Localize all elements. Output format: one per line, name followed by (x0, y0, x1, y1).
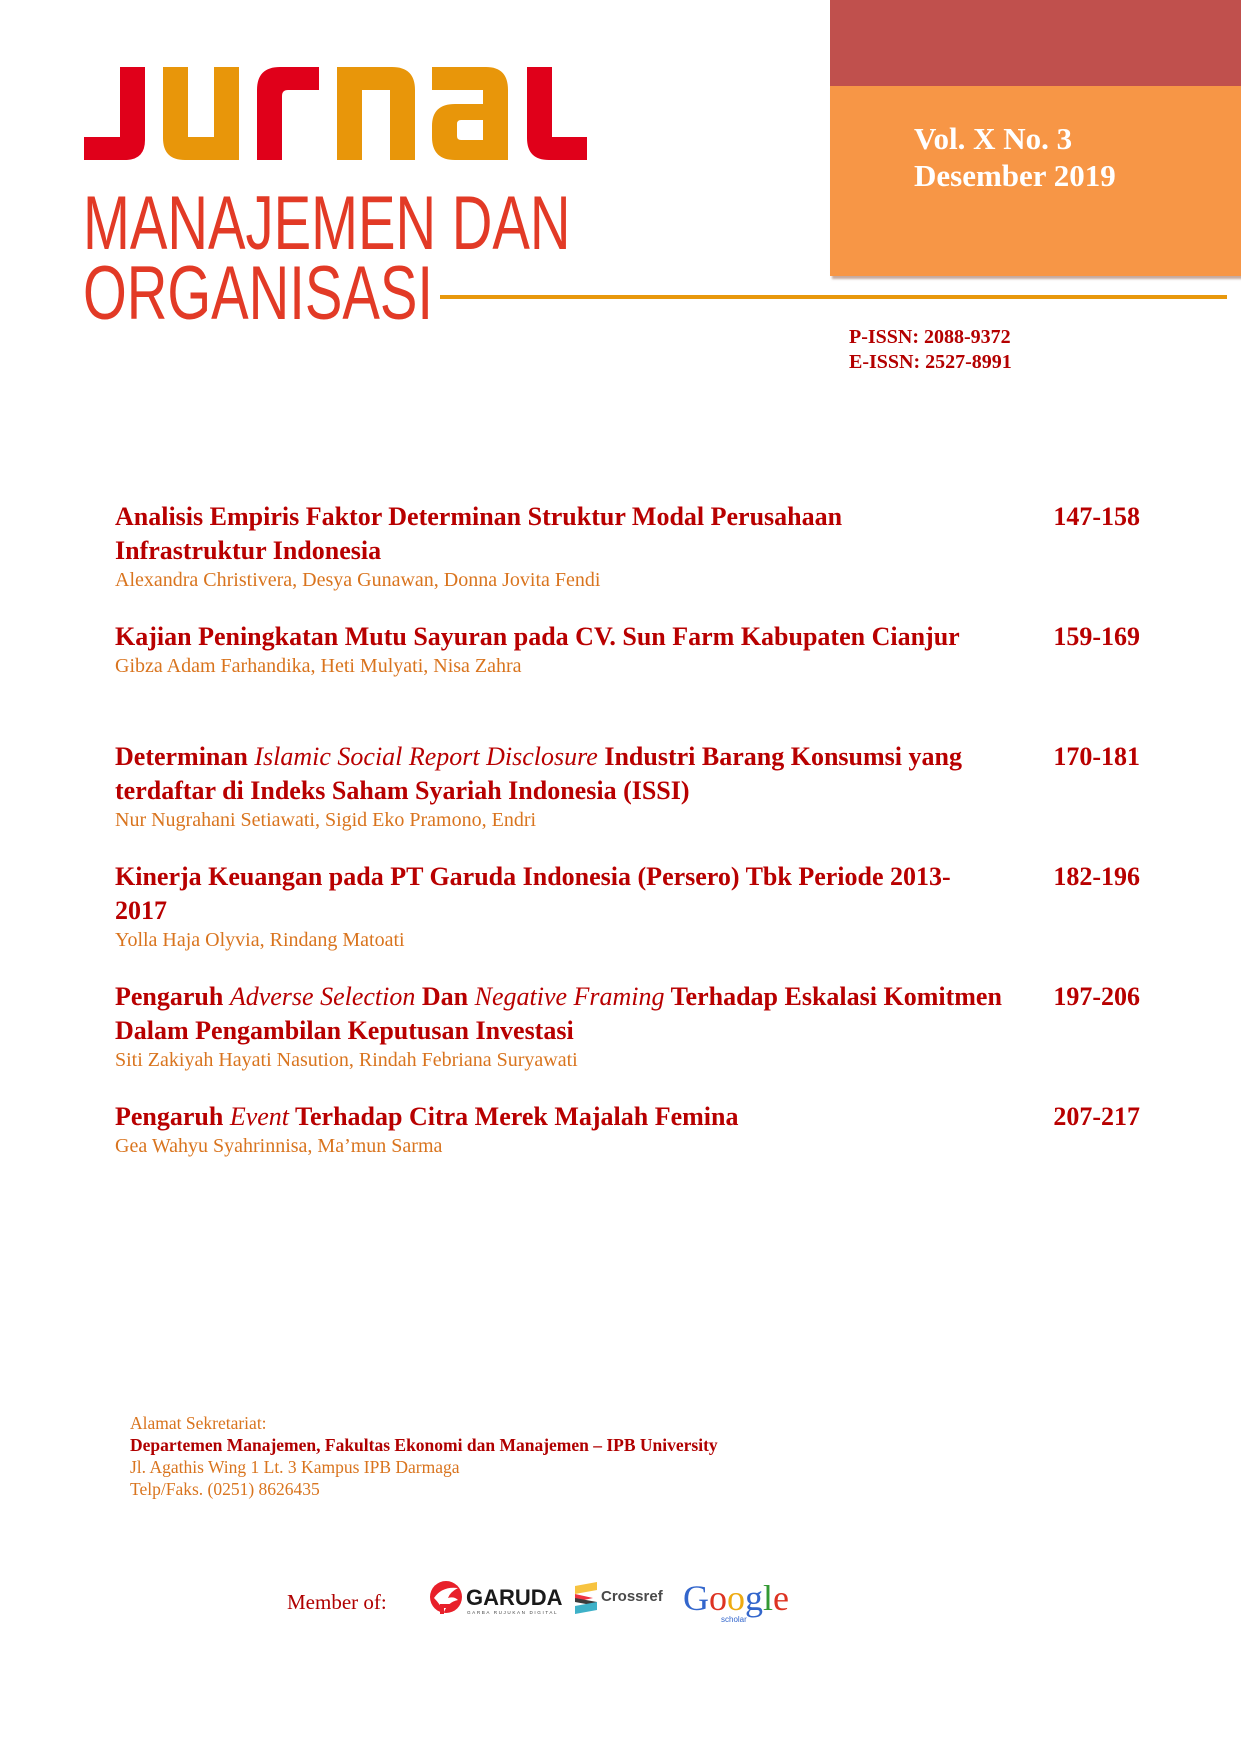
article-title[interactable]: Pengaruh Adverse Selection Dan Negative Framing Terhadap Eskalasi Komitmen Dalam Pengambilan Keputusan Investasi (115, 982, 1002, 1045)
issue-box-top-band (830, 0, 1241, 86)
google-scholar-logo[interactable] (683, 1576, 798, 1626)
article-title[interactable]: Analisis Empiris Faktor Determinan Struktur Modal Perusahaan Infrastruktur Indonesia (115, 502, 843, 565)
journal-subtitle-line1: MANAJEMEN DAN (83, 181, 571, 266)
article-entry[interactable] (115, 860, 1145, 953)
article-entry[interactable] (115, 980, 1145, 1073)
article-authors: Yolla Haja Olyvia, Rindang Matoati (115, 929, 405, 951)
member-of-label: Member of: (287, 1590, 387, 1614)
article-authors: Alexandra Christivera, Desya Gunawan, Donna Jovita Fendi (115, 569, 601, 591)
article-pages: 147-158 (1053, 502, 1140, 531)
issue-info (914, 120, 1116, 194)
article-authors: Gibza Adam Farhandika, Heti Mulyati, Nisa Zahra (115, 655, 522, 677)
crossref-mark-icon (575, 1582, 597, 1614)
article-entry[interactable] (115, 500, 1145, 593)
svg-text:GARUDA: GARUDA (466, 1585, 563, 1610)
article-entry[interactable] (115, 620, 1145, 679)
address-institution: Departemen Manajemen, Fakultas Ekonomi dan Manajemen – IPB University (130, 1435, 718, 1455)
address-label: Alamat Sekretariat: (130, 1413, 267, 1433)
address-phone: Telp/Faks. (0251) 8626435 (130, 1479, 320, 1499)
svg-text:Crossref: Crossref (601, 1588, 663, 1605)
garuda-logo[interactable] (428, 1578, 566, 1620)
logo-letter-r (257, 67, 319, 160)
crossref-logo[interactable] (573, 1580, 689, 1620)
journal-logo-wordmark (0, 0, 620, 180)
logo-letter-u (163, 67, 239, 160)
article-authors: Nur Nugrahani Setiawati, Sigid Eko Pramono, Endri (115, 809, 537, 831)
issn-block (849, 325, 1012, 375)
article-pages: 207-217 (1053, 1102, 1140, 1131)
article-title[interactable]: Determinan Islamic Social Report Disclosure Industri Barang Konsumsi yang terdaftar di Indeks Saham Syariah Indonesia (ISSI) (115, 742, 962, 805)
article-pages: 197-206 (1053, 982, 1140, 1011)
article-pages: 159-169 (1053, 622, 1140, 651)
article-pages: 170-181 (1053, 742, 1140, 771)
address-street: Jl. Agathis Wing 1 Lt. 3 Kampus IPB Darmaga (130, 1457, 460, 1477)
volume-number: Vol. X No. 3 (914, 121, 1073, 156)
electronic-issn: E-ISSN: 2527-8991 (849, 351, 1012, 373)
logo-letter-l (527, 67, 587, 160)
article-entry[interactable] (115, 1100, 1145, 1159)
svg-text:scholar: scholar (721, 1615, 747, 1624)
header-rule (440, 295, 1227, 299)
logo-letter-j (84, 67, 145, 160)
article-pages: 182-196 (1053, 862, 1140, 891)
article-authors: Gea Wahyu Syahrinnisa, Ma’mun Sarma (115, 1135, 443, 1157)
svg-text:GARBA RUJUKAN DIGITAL: GARBA RUJUKAN DIGITAL (467, 1610, 559, 1615)
journal-subtitle-line2: ORGANISASI (83, 251, 434, 336)
logo-letter-a (432, 67, 508, 160)
garuda-bird-icon (430, 1581, 462, 1614)
article-title[interactable]: Kinerja Keuangan pada PT Garuda Indonesia (Persero) Tbk Periode 2013-2017 (115, 862, 951, 925)
article-title[interactable]: Kajian Peningkatan Mutu Sayuran pada CV. Sun Farm Kabupaten Cianjur (115, 622, 960, 651)
logo-letter-n (337, 67, 415, 160)
issue-date: Desember 2019 (914, 158, 1116, 193)
article-authors: Siti Zakiyah Hayati Nasution, Rindah Febriana Suryawati (115, 1049, 578, 1071)
print-issn: P-ISSN: 2088-9372 (849, 326, 1011, 348)
secretariat-address (130, 1412, 718, 1500)
article-title[interactable]: Pengaruh Event Terhadap Citra Merek Majalah Femina (115, 1102, 739, 1131)
article-entry[interactable] (115, 740, 1145, 833)
google-wordmark: Google (683, 1578, 789, 1618)
